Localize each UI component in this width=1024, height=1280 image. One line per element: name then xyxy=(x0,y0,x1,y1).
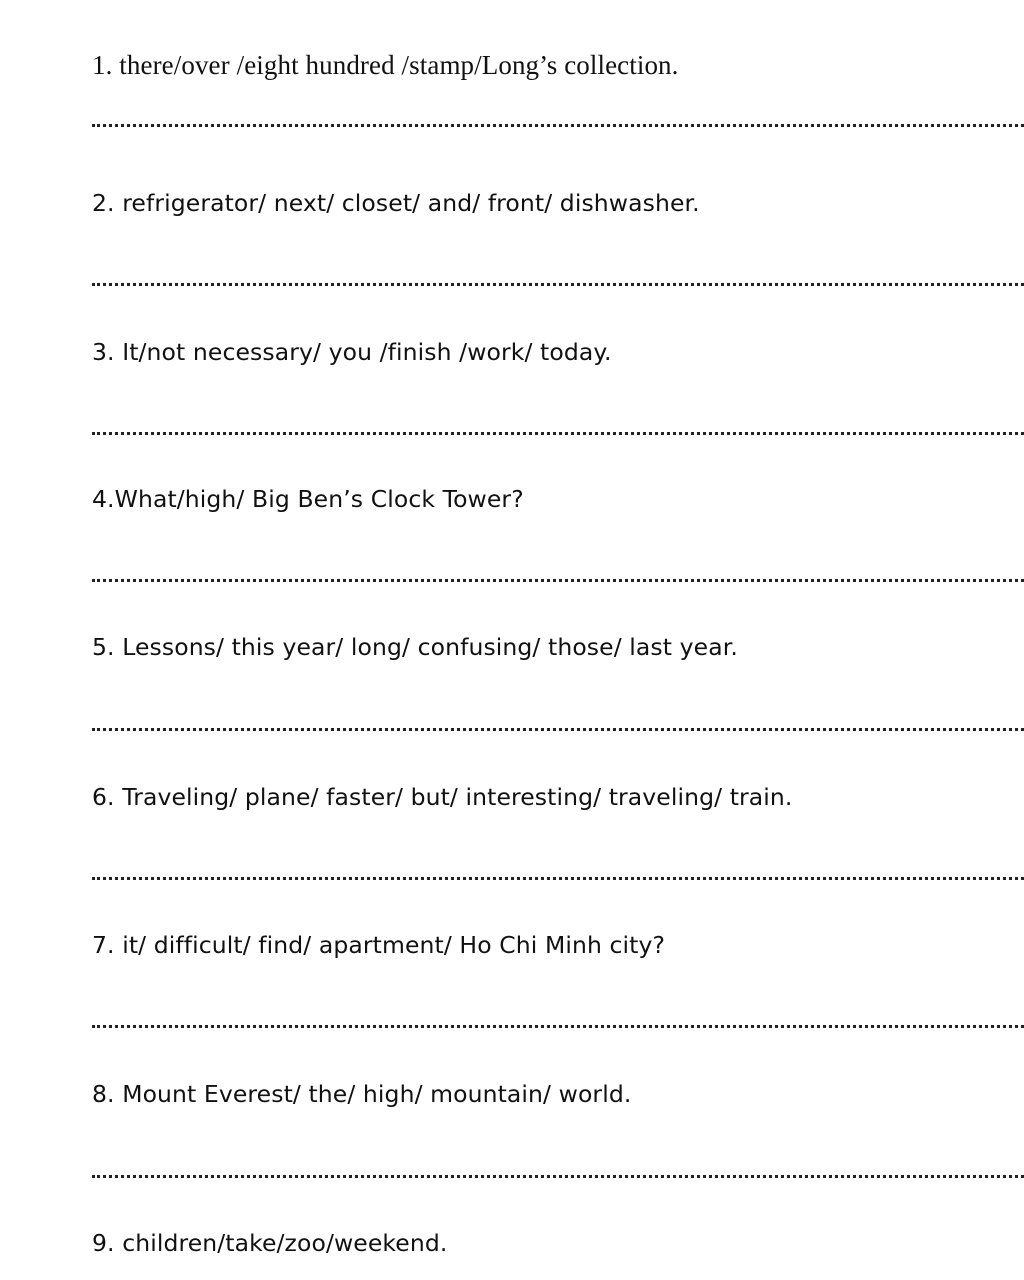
answer-line-5 xyxy=(92,728,1024,731)
answer-line-7 xyxy=(92,1025,1024,1028)
answer-line-3 xyxy=(92,432,1024,435)
question-9: 9. children/take/zoo/weekend. xyxy=(92,1229,448,1257)
question-7: 7. it/ difficult/ find/ apartment/ Ho Chi Minh city? xyxy=(92,931,666,959)
question-6: 6. Traveling/ plane/ faster/ but/ interesting/ traveling/ train. xyxy=(92,783,793,811)
answer-line-2 xyxy=(92,283,1024,286)
answer-line-6 xyxy=(92,877,1024,880)
question-2: 2. refrigerator/ next/ closet/ and/ front/ dishwasher. xyxy=(92,189,700,217)
question-8: 8. Mount Everest/ the/ high/ mountain/ world. xyxy=(92,1080,632,1108)
answer-line-4 xyxy=(92,579,1024,582)
question-5: 5. Lessons/ this year/ long/ confusing/ those/ last year. xyxy=(92,633,738,661)
answer-line-1 xyxy=(92,124,1024,127)
question-1: 1. there/over /eight hundred /stamp/Long’s collection. xyxy=(92,50,679,80)
answer-line-8 xyxy=(92,1175,1024,1178)
question-4: 4.What/high/ Big Ben’s Clock Tower? xyxy=(92,485,524,513)
question-3: 3. It/not necessary/ you /finish /work/ today. xyxy=(92,338,612,366)
